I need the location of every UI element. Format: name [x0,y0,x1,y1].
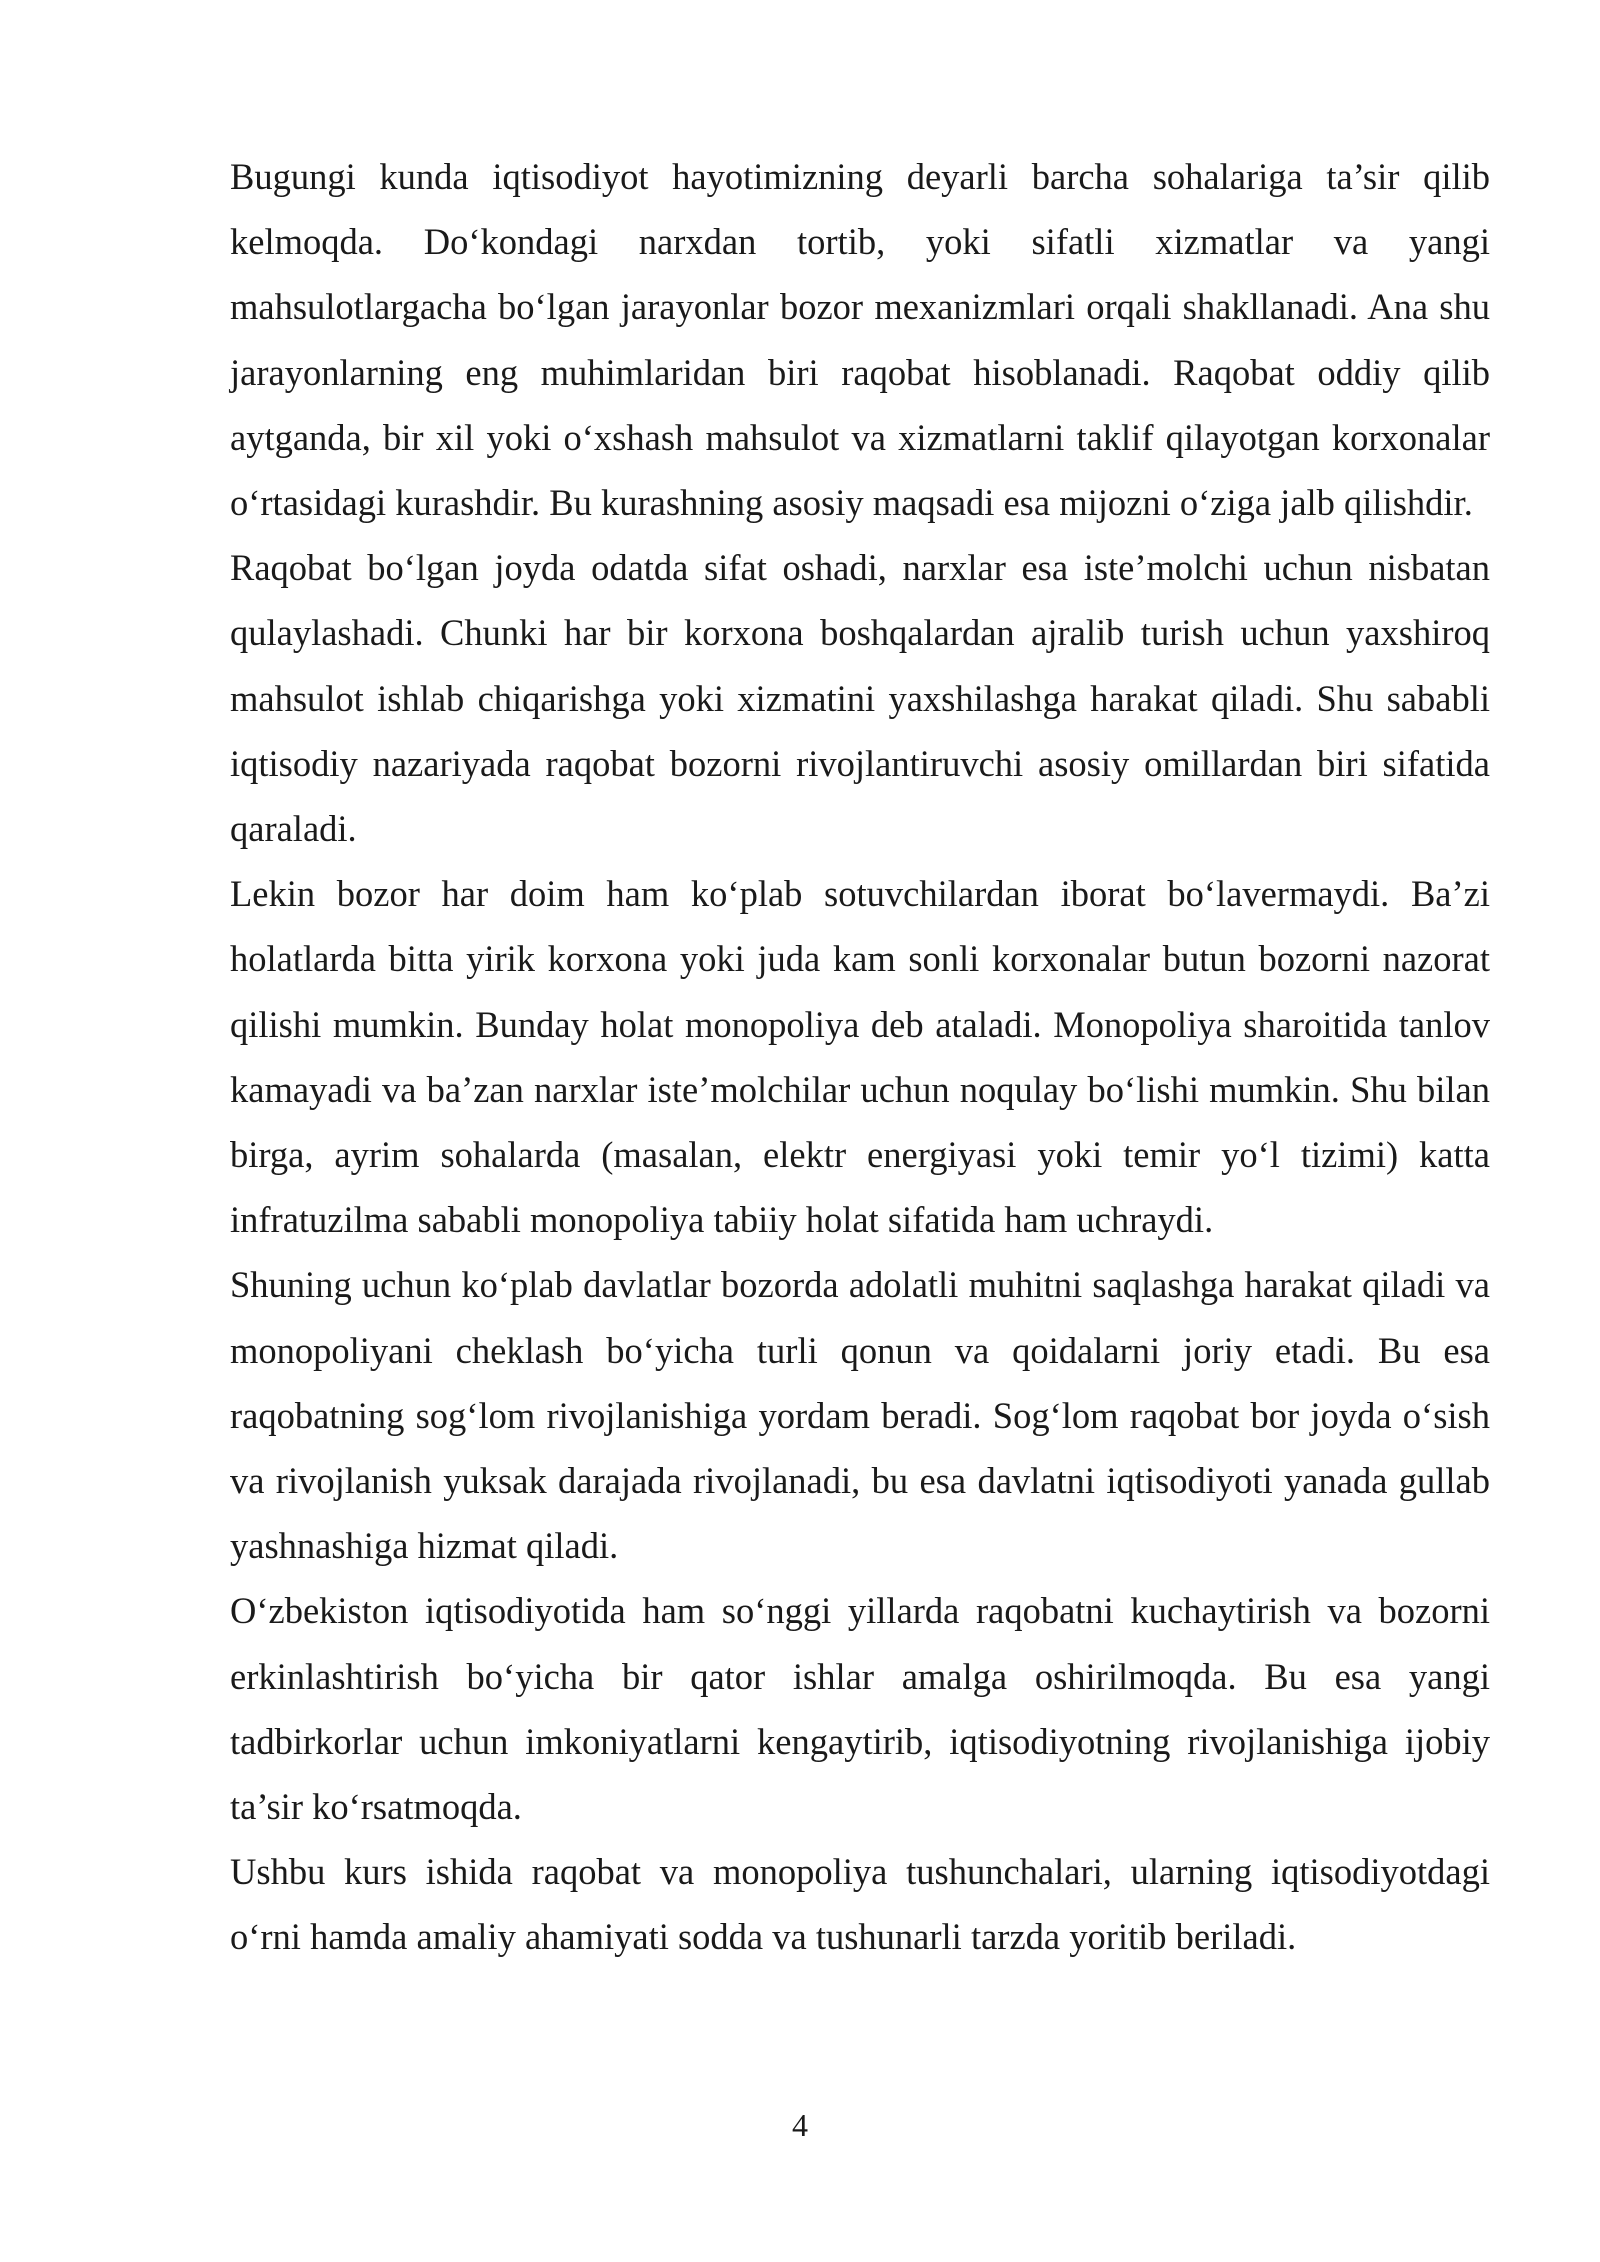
paragraph-monopoly: Lekin bozor har doim ham ko‘plab sotuvchilardan iborat bo‘lavermaydi. Ba’zi holatlarda bitta yirik korxona yoki juda kam sonli korxonalar butun bozorni nazorat qilishi mumkin. Bunday holat monopoliya deb ataladi. Monopoliya sharoitida tanlov kamayadi va ba’zan narxlar iste’molchilar uchun noqulay bo‘lishi mumkin. Shu bilan birga, ayrim sohalarda (masalan, elektr energiyasi yoki temir yo‘l tizimi) katta infratuzilma sababli monopoliya tabiiy holat sifatida ham uchraydi. [230,873,1490,1241]
paragraph-uzbekistan: O‘zbekiston iqtisodiyotida ham so‘nggi yillarda raqobatni kuchaytirish va bozorni erkinlashtirish bo‘yicha bir qator ishlar amalga oshirilmoqda. Bu esa yangi tadbirkorlar uchun imkoniyatlarni kengaytirib, iqtisodiyotning rivojlanishiga ijobiy ta’sir ko‘rsatmoqda. [230,1590,1490,1828]
paragraph-intro: Bugungi kunda iqtisodiyot hayotimizning deyarli barcha sohalariga ta’sir qilib kelmoqda. Do‘kondagi narxdan tortib, yoki sifatli xizmatlar va yangi mahsulotlargacha bo‘lgan jarayonlar bozor mexanizmlari orqali shakllanadi. Ana shu jarayonlarning eng muhimlaridan biri raqobat hisoblanadi. Raqobat oddiy qilib aytganda, bir xil yoki o‘xshash mahsulot va xizmatlarni taklif qilayotgan korxonalar o‘rtasidagi kurashdir. Bu kurashning asosiy maqsadi esa mijozni o‘ziga jalb qilishdir. [230,156,1490,524]
paragraph-state-regulation: Shuning uchun ko‘plab davlatlar bozorda adolatli muhitni saqlashga harakat qiladi va monopoliyani cheklash bo‘yicha turli qonun va qoidalarni joriy etadi. Bu esa raqobatning sog‘lom rivojlanishiga yordam beradi. Sog‘lom raqobat bor joyda o‘sish va rivojlanish yuksak darajada rivojlanadi, bu esa davlatni iqtisodiyoti yanada gullab yashnashiga hizmat qiladi. [230,1264,1490,1567]
page-number: 4 [792,2107,808,2143]
paragraph-competition-benefits: Raqobat bo‘lgan joyda odatda sifat oshadi, narxlar esa iste’molchi uchun nisbatan qulaylashadi. Chunki har bir korxona boshqalardan ajralib turish uchun yaxshiroq mahsulot ishlab chiqarishga yoki xizmatini yaxshilashga harakat qiladi. Shu sababli iqtisodiy nazariyada raqobat bozorni rivojlantiruvchi asosiy omillardan biri sifatida qaraladi. [230,547,1490,850]
paragraph-course-goal: Ushbu kurs ishida raqobat va monopoliya tushunchalari, ularning iqtisodiyotdagi o‘rni hamda amaliy ahamiyati sodda va tushunarli tarzda yoritib beriladi. [230,1851,1490,1958]
document-body [230,144,1490,1970]
